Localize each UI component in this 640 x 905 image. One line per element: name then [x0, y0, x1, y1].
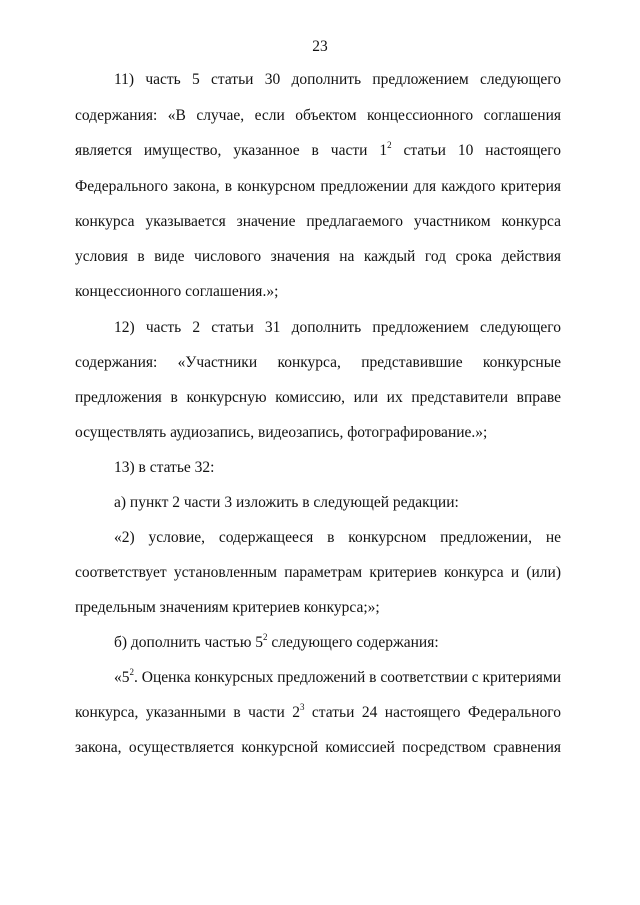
superscript: 2	[263, 631, 268, 642]
paragraph-line: закона, осуществляется конкурсной комиссией посредством сравнения	[75, 739, 561, 756]
superscript: 2	[387, 139, 392, 150]
paragraph-line: содержания: «Участники конкурса, представившие конкурсные	[75, 354, 561, 371]
paragraph-line: предельным значениям критериев конкурса;»;	[75, 599, 380, 616]
paragraph-line: 12) часть 2 статьи 31 дополнить предложением следующего	[114, 319, 561, 336]
paragraph-line: «2) условие, содержащееся в конкурсном предложении, не	[114, 529, 561, 546]
paragraph-line: Федерального закона, в конкурсном предложении для каждого критерия	[75, 178, 561, 195]
paragraph-line: «$5^2$. Оценка конкурсных предложений в соответствии с критериями	[114, 666, 562, 686]
paragraph-line: содержания: «В случае, если объектом концессионного соглашения	[75, 107, 561, 124]
paragraph-line: предложения в конкурсную комиссию, или их представители вправе	[75, 389, 561, 406]
paragraph-line: б) дополнить частью $5^2$ следующего содержания:	[114, 631, 439, 651]
paragraph-line: соответствует установленным параметрам критериев конкурса и (или)	[75, 564, 561, 581]
paragraph-line: а) пункт 2 части 3 изложить в следующей редакции:	[114, 494, 459, 511]
paragraph-line: является имущество, указанное в части $1^2$ статьи 10 настоящего	[75, 139, 561, 159]
paragraph-line: осуществлять аудиозапись, видеозапись, фотографирование.»;	[75, 424, 488, 441]
superscript: 2	[129, 666, 134, 677]
paragraph-line: конкурса указывается значение предлагаемого участником конкурса	[75, 213, 561, 230]
paragraph-line: 13) в статье 32:	[114, 459, 215, 476]
paragraph-line: 11) часть 5 статьи 30 дополнить предложением следующего	[114, 71, 561, 88]
superscript: 3	[299, 701, 305, 712]
paragraph-line: условия в виде числового значения на каждый год срока действия	[75, 248, 561, 265]
page-number: 23	[312, 38, 328, 55]
paragraph-line: концессионного соглашения.»;	[75, 283, 279, 300]
paragraph-line: конкурса, указанными в части $2^3$ статьи 24 настоящего Федерального	[75, 701, 561, 721]
